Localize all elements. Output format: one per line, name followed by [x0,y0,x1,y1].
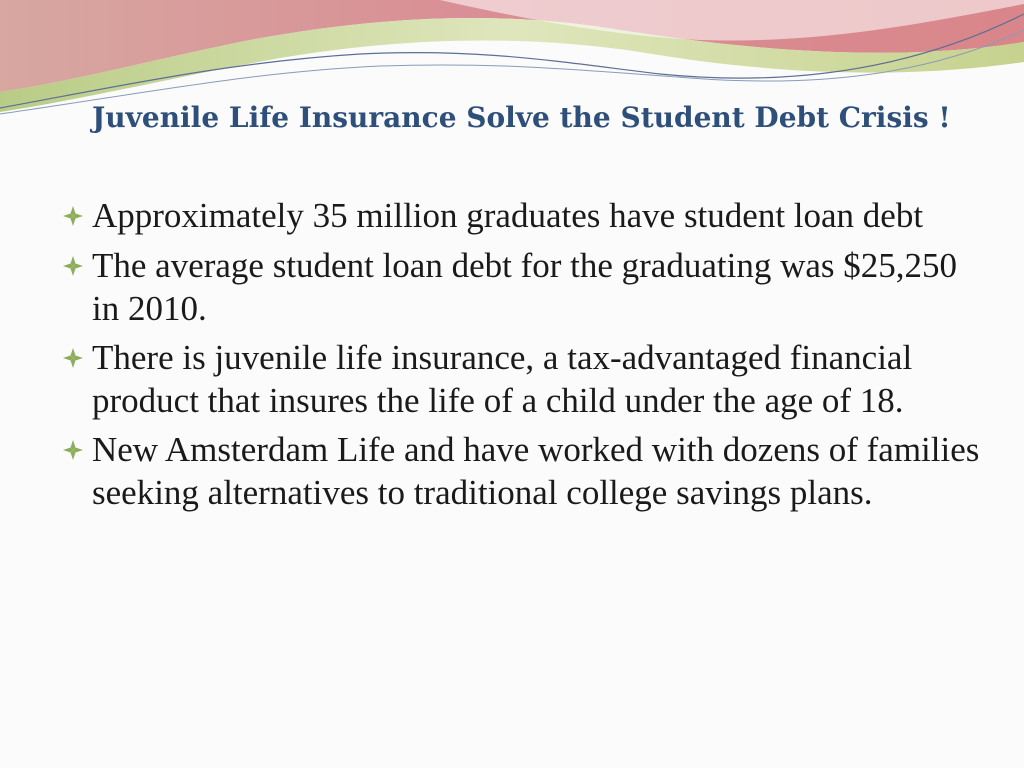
diamond-fleuron-icon [62,194,92,238]
diamond-fleuron-icon [62,336,92,380]
diamond-fleuron-icon [62,428,92,472]
bullet-item [62,428,982,514]
diamond-fleuron-icon [62,244,92,288]
bullet-item [62,194,982,238]
slide-title: Juvenile Life Insurance Solve the Student Debt Crisis ! [92,101,951,134]
bullet-text: New Amsterdam Life and have worked with dozens of families seeking alternatives to traditional college savings plans. [92,430,980,512]
bullet-text: The average student loan debt for the graduating was $25,250 in 2010. [92,246,958,328]
bullet-item [62,244,982,330]
bullet-text: There is juvenile life insurance, a tax-advantaged financial product that insures the life of a child under the age of 18. [92,338,913,420]
bullet-item [62,336,982,422]
bullet-text: Approximately 35 million graduates have student loan debt [92,196,924,235]
bullet-list [62,194,982,520]
